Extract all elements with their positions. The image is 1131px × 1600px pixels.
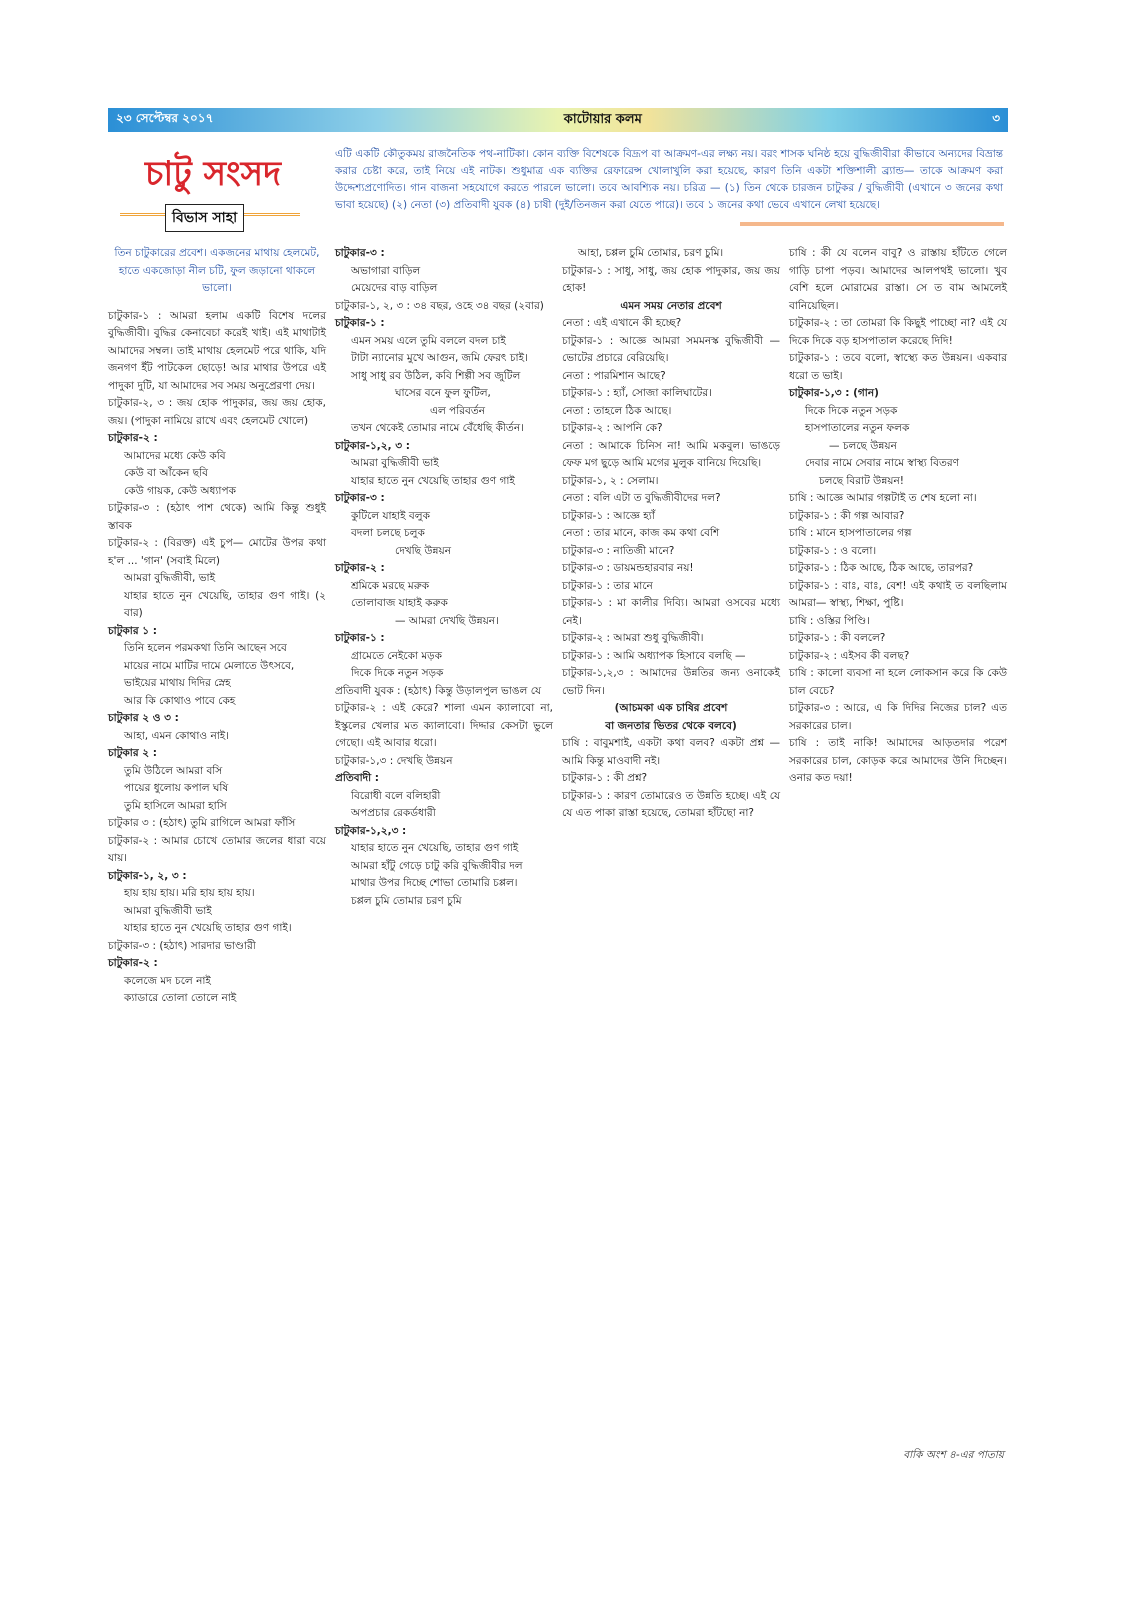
verse-line: তোলাবাজ যাহাই করুক <box>351 597 448 609</box>
stage-direction: (আচমকা এক চাষির প্রবেশ <box>614 702 728 714</box>
dialogue-line: চাটুকার-১ : কী গল্প আবার? <box>789 509 905 522</box>
dialogue-line: চাটুকার-২ : এইসব কী বলছ? <box>789 649 910 662</box>
dialogue-line: চাটুকার-৩ : আরে, এ কি দিদির নিজের চাল? এত সরকারের চাল। <box>789 702 1007 732</box>
masthead <box>108 108 1008 132</box>
verse-line: দিকে দিকে নতুন সড়ক <box>351 667 444 679</box>
verse-line: আমরা বুদ্ধিজীবী, ভাই <box>124 572 216 584</box>
verse-line: মেয়েদের বাড় বাড়িল <box>351 282 438 294</box>
column-2 <box>335 245 553 910</box>
verse-line: আমরা বুদ্ধিজীবী ভাই <box>124 904 212 917</box>
dialogue-line: চাটুকার-৩ : (হঠাৎ) সারদার ভাণ্ডারী <box>108 939 256 952</box>
speaker-label: চাটুকার-৩ : <box>335 492 385 504</box>
author-name: বিভাস সাহা <box>165 204 244 232</box>
dialogue-line: নেতা : বলি এটা ত বুদ্ধিজীবীদের দল? <box>562 492 721 504</box>
speaker-label: চাটুকার ২ ও ৩ : <box>108 712 179 724</box>
verse-line: বিরোধী বলে বলিহারী <box>351 789 441 802</box>
newspaper-name: কাটোয়ার কলম <box>563 111 642 127</box>
speaker-label: চাটুকার ১ : <box>108 624 157 637</box>
stage-direction: তিন চাটুকারের প্রবেশ। একজনের মাথায় হেলমেট, হাতে একজোড়া নীল চটি, ফুল জড়ানো থাকলে ভালো। <box>114 247 320 294</box>
column-1 <box>108 245 326 1008</box>
dialogue-line: চাটুকার-১ : কী প্রশ্ন? <box>562 772 648 784</box>
dialogue-line: চাষি : আজ্ঞে আমার গল্পটাই ত শেষ হলো না। <box>789 492 977 504</box>
dialogue-line: চাষি : ওস্তির পিণ্ডি। <box>789 614 870 627</box>
dialogue-line: চাটুকার-১ : কী বললে? <box>789 632 886 644</box>
verse-line: তুমি উঠিলে আমরা বসি <box>124 764 223 777</box>
dialogue-line: প্রতিবাদী যুবক : (হঠাৎ) কিন্তু উড়ালপুল ভাঙল যে <box>335 684 542 697</box>
verse-line: হাসপাতালের নতুন ফলক <box>805 422 910 434</box>
verse-line: যাহার হাতে নুন খেয়েছি, তাহার গুণ গাই <box>351 842 519 854</box>
verse-line: কলেজে মদ চলে নাই <box>124 974 211 987</box>
speaker-label: চাটুকার ২ : <box>108 747 157 759</box>
dialogue-line: চাটুকার-২, ৩ : জয় হোক পাদুকার, জয় জয় হোক, জয়। (পাদুকা নামিয়ে রাখে এবং হেলমেট খোলে) <box>108 397 326 427</box>
verse-line: গ্রামেতে নেইকো মড়ক <box>351 649 443 662</box>
dialogue-line: চাটুকার ৩ : (হঠাৎ) তুমি রাগিলে আমরা ফাঁসি <box>108 817 296 829</box>
verse-line: ঘাসের বনে ফুল ফুটিল, <box>395 387 491 399</box>
dialogue-line: নেতা : আমাকে চিনিস না! আমি মকবুল। ভাঙড়ে ফেফ মগ ছুড়ে আমি মগের মুলুক বানিয়ে দিয়েছি। <box>562 439 780 469</box>
speaker-label: চাটুকার-১,৩ : (গান) <box>789 387 879 399</box>
verse-line: কেউ বা আঁকেন ছবি <box>124 467 208 479</box>
verse-line: দেবার নামে সেবার নামে স্বাস্থ্য বিতরণ <box>805 457 959 469</box>
column-4 <box>789 245 1007 788</box>
stage-direction: বা জনতার ভিতর থেকে বলবে) <box>605 719 737 732</box>
speaker-label: চাটুকার-২ : <box>335 562 385 574</box>
dialogue-line: চাষি : মানে হাসপাতালের গল্প <box>789 527 912 539</box>
verse-line: আমরা বুদ্ধিজীবী ভাই <box>351 457 439 469</box>
dialogue-line: চাটুকার-১ : আমরা হলাম একটি বিশেষ দলের বুদ্ধিজীবী। বুদ্ধির কেনাবেচা করেই খাই। এই মাথাটাই আমাদের সম্বল। তাই মাথায় হেলমেট পরে থাকি, যদি জনগণ ইঁট পাটকেল ছোড়ে! আর মাথার উপরে এই পাদুকা দুটি, যা আমাদের সব সময় অনুপ্রেরণা দেয়। <box>108 309 326 392</box>
dialogue-line: চাটুকার-১, ২ : সেলাম। <box>562 474 659 487</box>
verse-line: আমাদের মধ্যে কেউ কবি <box>124 449 226 462</box>
verse-line: শ্রমিকে মরছে মরুক <box>351 579 430 592</box>
verse-line: দিকে দিকে নতুন সড়ক <box>805 404 898 417</box>
speaker-label: চাটুকার-১ : <box>335 632 385 644</box>
verse-line: যাহার হাতে নুন খেয়েছি তাহার গুণ গাই। <box>124 922 292 934</box>
dialogue-line: চাটুকার-৩ : (হঠাৎ পাশ থেকে) আমি কিন্তু শুধুই স্তাবক <box>108 502 326 532</box>
verse-line: টাটা ন্যানোর মুখে আগুন, জমি ফেরৎ চাই। <box>351 352 528 364</box>
verse-line: — আমরা দেখছি উন্নয়ন। <box>395 614 499 627</box>
verse-line: পায়ের ধুলোয় কপাল ঘষি <box>124 782 229 794</box>
speaker-label: চাটুকার-১ : <box>335 317 385 329</box>
dialogue-line: চাটুকার-২ : তা তোমরা কি কিছুই পাচ্ছো না? এই যে দিকে দিকে বড় হাসপাতাল করেছে দিদি! <box>789 317 1007 347</box>
verse-line: তখন থেকেই তোমার নামে বেঁধেছি কীর্তন। <box>351 422 524 434</box>
dialogue-line: চাটুকার-১ : হ্যাঁ, সোজা কালিঘাটের। <box>562 387 712 399</box>
verse-line: আর কি কোথাও পাবে কেহ <box>124 694 236 707</box>
dialogue-line: চাটুকার-১ : কারণ তোমারেও ত উন্নতি হচ্ছে। এই যে যে এত পাকা রাস্তা হয়েছে, তোমরা হাঁটছো না? <box>562 789 780 819</box>
issue-date: ২৩ সেপ্টেম্বর ২০১৭ <box>116 111 214 125</box>
verse-line: ক্যাডারে তোলা তোলে নাই <box>124 992 237 1004</box>
dialogue-line: চাষি : তাই নাকি! আমাদের আড়তদার পরেশ সরকারের চাল, কোড়ক করে আমাদের উনি দিচ্ছেন। ওনার কত দয়া! <box>789 737 1007 784</box>
dialogue-line: চাটুকার-২ : (বিরক্ত) এই চুপ— মোটের উপর কথা হ'ল ... 'গান' (সবাই মিলে) <box>108 537 326 567</box>
dialogue-line: চাটুকার-২ : আমরা শুধু বুদ্ধিজীবী। <box>562 632 704 644</box>
dialogue-line: চাটুকার-১,২,৩ : আমাদের উন্নতির জন্য ওনাকেই ভোট দিন। <box>562 667 780 697</box>
column-3 <box>562 245 780 823</box>
dialogue-line: চাটুকার-১, ২, ৩ : ৩৪ বছর, ওহে ৩৪ বছর (২বার) <box>335 299 544 312</box>
dialogue-line: চাটুকার-১ : আজ্ঞে আমরা সমমনস্ক বুদ্ধিজীবী — ভোটের প্রচারে বেরিয়েছি। <box>562 334 780 364</box>
dialogue-line: চাটুকার-২ : আমার চোখে তোমার জলের ধারা বয়ে যায়। <box>108 834 326 864</box>
dialogue-line: চাটুকার-২ : এই কেরে? শালা এমন ক্যালাবো না, ইস্কুলের খেলার মত ক্যালাবো। দিদ্দার কেসটা ভুলে গেছো। এই আবার ধরো। <box>335 702 553 749</box>
dialogue-line: নেতা : তাহলে ঠিক আছে। <box>562 404 672 417</box>
verse-line: ভাইয়ের মাথায় দিদির স্নেহ <box>124 677 231 689</box>
verse-line: সাধু সাধু রব উঠিল, কবি শিল্পী সব জুটিল <box>351 369 521 382</box>
verse-line: তিনি হলেন পরমকথা তিনি আছেন সবে <box>124 642 287 654</box>
dialogue-line: চাটুকার-৩ : নাতিজী মানে? <box>562 544 675 557</box>
verse-line: এল পরিবর্তন <box>430 404 486 417</box>
verse-line: অপপ্রচার রেকর্ডধারী <box>351 807 436 819</box>
verse-line: দেখছি উন্নয়ন <box>395 544 452 557</box>
dialogue-line: চাটুকার-১ : আজ্ঞে হ্যাঁ <box>562 509 655 522</box>
intro-rule <box>740 222 1004 226</box>
dialogue-line: চাষি : বাবুমশাই, একটা কথা বলব? একটা প্রশ্ন — আমি কিন্তু মাওবাদী নই। <box>562 737 780 767</box>
intro-paragraph: এটি একটি কৌতুকময় রাজনৈতিক পথ-নাটিকা। কোন ব্যক্তি বিশেষকে বিদ্রূপ বা আক্রমণ-এর লক্ষ্য নয়। বরং শাসক ঘনিষ্ঠ হয়ে বুদ্ধিজীবীরা কীভাবে অন্যদের বিভ্রান্ত করার চেষ্টা করে, তাই নিয়ে এই নাটক। শুধুমাত্র এক ব্যক্তির রেফারেন্স খোলাখুলি করা হয়েছে, কারণ তিনি একটা শক্তিশালী ব্র্যান্ড— তাকে আক্রমণ করা উদ্দেশ্যপ্রণোদিত। গান বাজনা সহযোগে করতে পারলে ভালো। তবে আবশ্যিক নয়। চরিত্র — (১) তিন থেকে চারজন চাটুকর / বুদ্ধিজীবী (এখানে ৩ জনের কথা ভাবা হয়েছে) (২) নেতা (৩) প্রতিবাদী যুবক (৪) চাষী (দুই/তিনজন করা যেতে পারে)। তবে ১ জনের কথা ভেবে এখানে লেখা হয়েছে। <box>335 148 1003 211</box>
article-title: চাটু সংসদ <box>145 154 281 194</box>
verse-line: আমরা হাঁটু গেড়ে চাটু করি বুদ্ধিজীবীর দল <box>351 859 523 872</box>
dialogue-line: চাটুকার-১ : তবে বলো, স্বাস্থ্যে কত উন্নয়ন। একবার ধরো ত ভাই। <box>789 352 1007 382</box>
dialogue-line: চাটুকার-১ : সাধু, সাধু, জয় হোক পাদুকার, জয় জয় হোক! <box>562 264 780 294</box>
verse-line: চপ্পল চুমি তোমার চরণ চুমি <box>351 894 462 907</box>
dialogue-line: নেতা : পারমিশান আছে? <box>562 369 666 382</box>
verse-line: যাহার হাতে নুন খেয়েছি, তাহার গুণ গাই। (২ বার) <box>124 589 326 619</box>
continued-note: বাকি অংশ ৪-এর পাতায় <box>903 1449 1004 1461</box>
dialogue-line: চাটুকার-১ : ঠিক আছে, ঠিক আছে, তারপর? <box>789 562 974 574</box>
dialogue-line: চাটুকার-১ : আমি অধ্যাপক হিসাবে বলছি — <box>562 649 746 662</box>
dialogue-line: নেতা : তার মানে, কাজ কম কথা বেশি <box>562 527 720 539</box>
dialogue-line: নেতা : এই এখানে কী হচ্ছে? <box>562 317 682 329</box>
speaker-label: চাটুকার-১,২, ৩ : <box>335 439 410 452</box>
page-number: ৩ <box>992 111 1000 125</box>
dialogue-line: চাটুকার-২ : আপনি কে? <box>562 422 663 434</box>
verse-line: কেউ গায়ক, কেউ অধ্যাপক <box>124 484 236 497</box>
verse-line: যাহার হাতে নুন খেয়েছি তাহার গুণ গাই <box>351 474 515 487</box>
verse-line: — চলছে উন্নয়ন <box>829 439 897 452</box>
speaker-label: চাটুকার-১, ২, ৩ : <box>108 869 187 882</box>
dialogue-line: চাটুকার-৩ : ডায়মন্ডহারবার নয়! <box>562 562 694 574</box>
speaker-label: চাটুকার-৩ : <box>335 247 385 259</box>
dialogue-line: চাটুকার-১ : বাঃ, বাঃ, বেশ! এই কথাই ত বলছিলাম আমরা— স্বাস্থ্য, শিক্ষা, পুষ্টি। <box>789 579 1007 609</box>
verse-line: চলছে বিরাট উন্নয়ন! <box>819 474 904 487</box>
speaker-label: প্রতিবাদী : <box>335 772 379 784</box>
verse-line: আহা, এমন কোথাও নাই। <box>124 729 229 742</box>
verse-line: হায় হায় হায়। মরি হায় হায় হায়। <box>124 887 255 899</box>
verse-line: এমন সময় এলে তুমি বললে বদল চাই <box>351 334 506 347</box>
dialogue-line: চাটুকার-১ : তার মানে <box>562 579 653 592</box>
dialogue-line: চাটুকার-১,৩ : দেখছি উন্নয়ন <box>335 754 453 767</box>
dialogue-line: চাষি : কালো ব্যবসা না হলে লোকসান করে কি কেউ চাল বেচে? <box>789 667 1007 697</box>
speaker-label: চাটুকার-২ : <box>108 957 158 969</box>
verse-line: মাথার উপর দিচ্ছে শোভা তোমারি চপ্পল। <box>351 877 518 889</box>
dialogue-line: চাটুকার-১ : ও বলো। <box>789 544 877 557</box>
verse-line: কুটিলে যাহাই বলুক <box>351 509 430 522</box>
verse-line: বদলা চলছে চলুক <box>351 527 425 539</box>
dialogue-line: চাষি : কী যে বলেন বাবু? ও রাস্তায় হাঁটতে গেলে গাড়ি চাপা পড়ব। আমাদের আলপথই ভালো। খুব বেশি হলে মোরামের রাস্তা। সে ত বাম আমলেই বানিয়েছিল। <box>789 247 1007 312</box>
verse-line: তুমি হাসিলে আমরা হাসি <box>124 799 227 812</box>
dialogue-line: চাটুকার-১ : মা কালীর দিব্যি। আমরা ওসবের মধ্যে নেই। <box>562 597 780 627</box>
stage-direction: এমন সময় নেতার প্রবেশ <box>620 299 722 312</box>
verse-line: আহা, চপ্পল চুমি তোমার, চরণ চুমি। <box>578 247 724 259</box>
speaker-label: চাটুকার-২ : <box>108 432 158 444</box>
verse-line: মায়ের নামে মাটির দামে মেলাতে উৎসবে, <box>124 659 295 672</box>
verse-line: অভাগারা বাড়িল <box>351 264 421 277</box>
speaker-label: চাটুকার-১,২,৩ : <box>335 824 407 837</box>
